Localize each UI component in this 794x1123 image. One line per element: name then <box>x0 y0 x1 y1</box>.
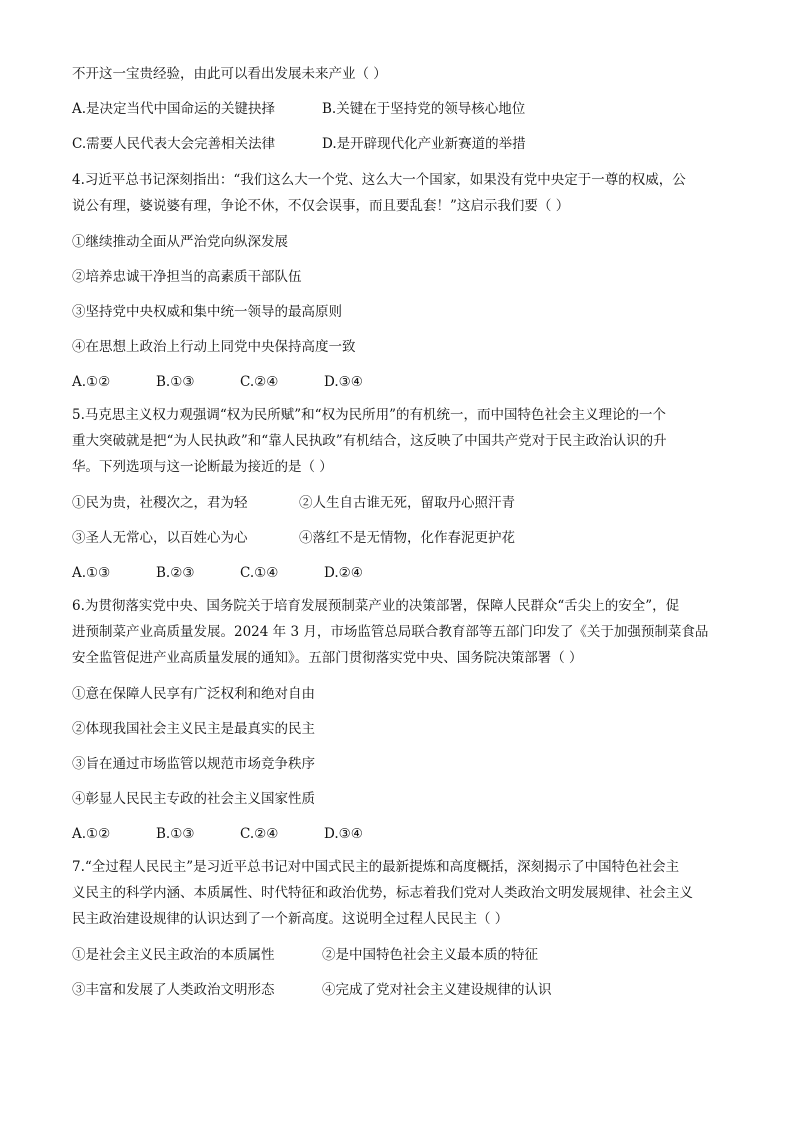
q6-choice-b: B.①③ <box>156 826 195 842</box>
q4-item-1: ①继续推动全面从严治党向纵深发展 <box>72 234 288 250</box>
q3-stem-tail: 不开这一宝贵经验，由此可以看出发展未来产业（ ） <box>72 66 387 82</box>
q5-choice-b: B.②③ <box>156 565 195 581</box>
q4-item-3: ③坚持党中央权威和集中统一领导的最高原则 <box>72 304 342 320</box>
q5-choice-d: D.②④ <box>324 565 363 581</box>
q3-option-d: D.是开辟现代化产业新赛道的举措 <box>322 136 526 152</box>
q4-stem-line: 说公有理，婆说婆有理，争论不休，不仅会误事，而且要乱套！”这启示我们要（ ） <box>72 198 570 214</box>
q5-stem-line: 重大突破就是把“为人民执政”和“靠人民执政”有机结合，这反映了中国共产党对于民主政治认识的升 <box>72 433 667 449</box>
q5-stem-line: 华。下列选项与这一论断最为接近的是（ ） <box>72 459 333 475</box>
q4-choice-a: A.①② <box>72 374 111 390</box>
q5-choice-c: C.①④ <box>240 565 279 581</box>
q6-choice-a: A.①② <box>72 826 111 842</box>
q4-item-2: ②培养忠诚干净担当的高素质干部队伍 <box>72 269 302 285</box>
q7-items-row-1 <box>72 943 722 967</box>
q4-stem <box>72 167 722 219</box>
q6-item-3: ③旨在通过市场监管以规范市场竞争秩序 <box>72 756 315 772</box>
q7-items-row-2 <box>72 978 722 1002</box>
q6-stem-line: 6.为贯彻落实党中央、国务院关于培育发展预制菜产业的决策部署，保障人民群众“舌尖上的安全”，促 <box>72 598 680 614</box>
q4-stem-line: 4.习近平总书记深刻指出：“我们这么大一个党、这么大一个国家，如果没有党中央定于一尊的权威，公 <box>72 172 686 188</box>
q4-choice-b: B.①③ <box>156 374 195 390</box>
q5-stem <box>72 402 722 480</box>
q4-choice-c: C.②④ <box>240 374 279 390</box>
q4-choice-d: D.③④ <box>324 374 363 390</box>
q7-stem <box>72 854 722 932</box>
q7-item-4: ④完成了党对社会主义建设规律的认识 <box>322 982 552 998</box>
q5-item-1: ①民为贵，社稷次之，君为轻 <box>72 495 248 511</box>
q6-stem-line: 进预制菜产业高质量发展。2024 年 3 月，市场监管总局联合教育部等五部门印发了《关于加强预制菜食品 <box>72 624 709 640</box>
q7-stem-line: 民主政治建设规律的认识达到了一个新高度。这说明全过程人民民主（ ） <box>72 911 509 927</box>
q5-choices <box>72 561 722 585</box>
q7-item-2: ②是中国特色社会主义最本质的特征 <box>322 947 538 963</box>
q7-item-3: ③丰富和发展了人类政治文明形态 <box>72 982 275 998</box>
q3-option-b: B.关键在于坚持党的领导核心地位 <box>322 101 526 117</box>
q3-option-c: C.需要人民代表大会完善相关法律 <box>72 136 276 152</box>
q3-options-row-2 <box>72 132 722 156</box>
q7-stem-line: 7.“全过程人民民主”是习近平总书记对中国式民主的最新提炼和高度概括，深刻揭示了中国特色社会主 <box>72 859 680 875</box>
q6-choice-d: D.③④ <box>324 826 363 842</box>
q6-item-4: ④彰显人民民主专政的社会主义国家性质 <box>72 791 315 807</box>
q6-stem-line: 安全监管促进产业高质量发展的通知》。五部门贯彻落实党中央、国务院决策部署（ ） <box>72 650 583 666</box>
q6-choice-c: C.②④ <box>240 826 279 842</box>
q5-choice-a: A.①③ <box>72 565 111 581</box>
q6-stem <box>72 593 722 671</box>
q5-items-row-1 <box>72 491 722 515</box>
q5-item-3: ③圣人无常心，以百姓心为心 <box>72 530 248 546</box>
q5-item-4: ④落红不是无情物，化作春泥更护花 <box>299 530 515 546</box>
q6-item-2: ②体现我国社会主义民主是最真实的民主 <box>72 721 315 737</box>
q3-options-row-1 <box>72 97 722 121</box>
q6-choices <box>72 822 722 846</box>
q6-item-1: ①意在保障人民享有广泛权利和绝对自由 <box>72 686 315 702</box>
q4-choices <box>72 370 722 394</box>
q7-item-1: ①是社会主义民主政治的本质属性 <box>72 947 275 963</box>
q5-item-2: ②人生自古谁无死，留取丹心照汗青 <box>299 495 515 511</box>
q5-items-row-2 <box>72 526 722 550</box>
q3-option-a: A.是决定当代中国命运的关键抉择 <box>72 101 276 117</box>
q4-item-4: ④在思想上政治上行动上同党中央保持高度一致 <box>72 339 356 355</box>
q7-stem-line: 义民主的科学内涵、本质属性、时代特征和政治优势，标志着我们党对人类政治文明发展规律、社会主义 <box>72 885 693 901</box>
q5-stem-line: 5.马克思主义权力观强调“权为民所赋”和“权为民所用”的有机统一，而中国特色社会主义理论的一个 <box>72 407 666 423</box>
exam-page <box>72 62 722 1002</box>
